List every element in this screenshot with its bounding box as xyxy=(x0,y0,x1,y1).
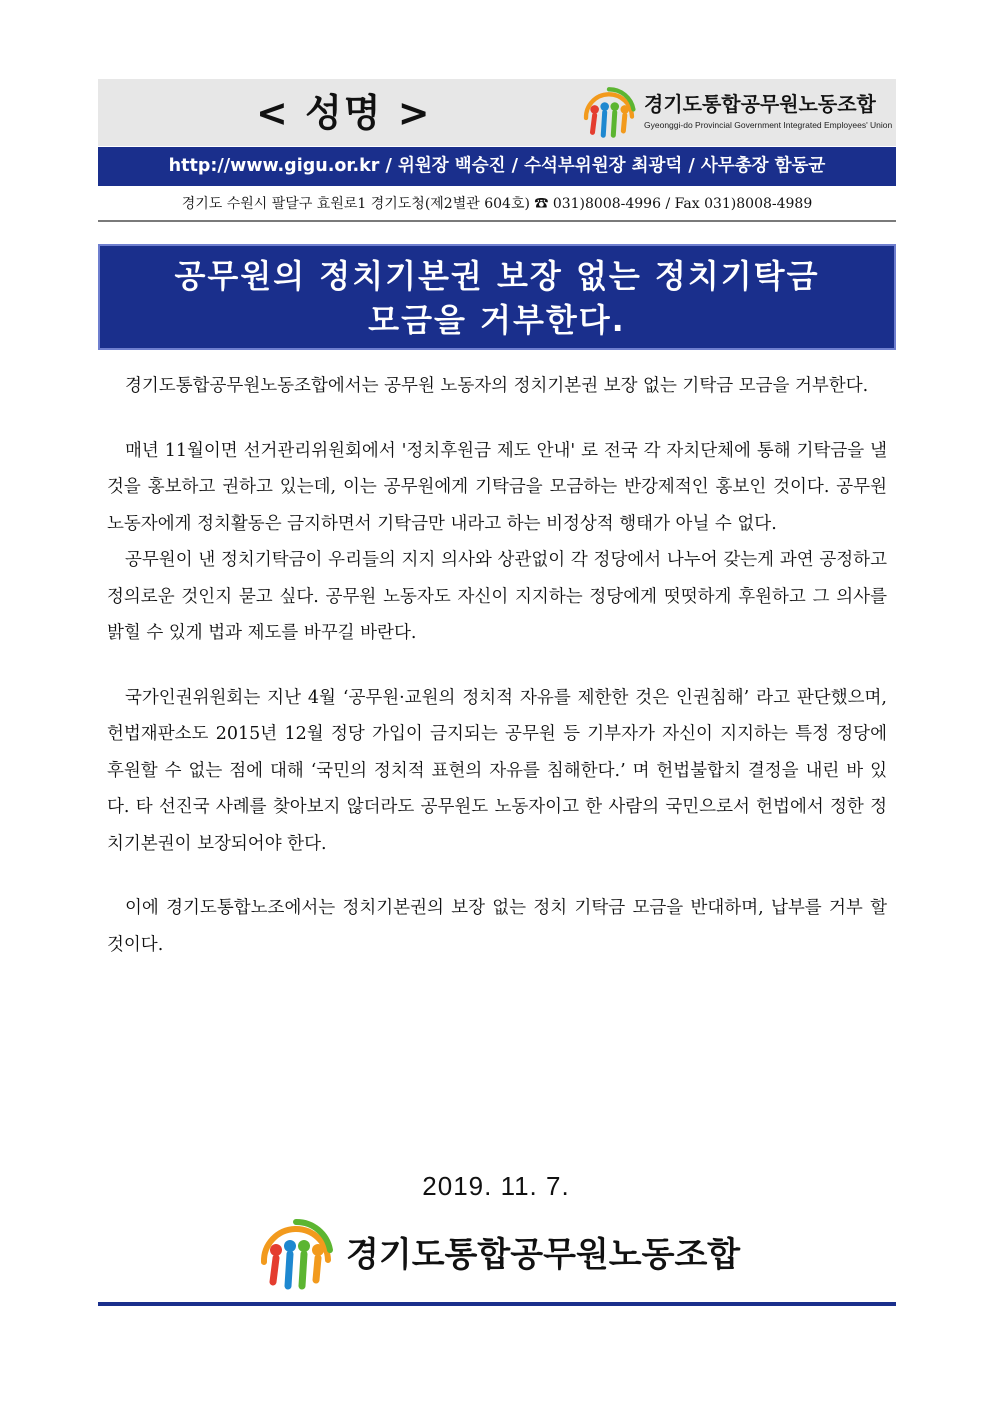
union-name: 경기도통합공무원노동조합 xyxy=(644,92,876,116)
title-line-2: 모금을 거부한다. xyxy=(368,301,626,339)
title-line-1: 공무원의 정치기본권 보장 없는 정치기탁금 xyxy=(174,257,820,295)
paragraph: 공무원이 낸 정치기탁금이 우리들의 지지 의사와 상관없이 각 정당에서 나누어 갖는게 과연 공정하고 정의로운 것인지 묻고 싶다. 공무원 노동자도 자신이 지지하는 정당에게 떳떳하게 후원하고 그 의사를 밝힐 수 있게 법과 제도를 바꾸길 바란다. xyxy=(107,550,887,643)
contact-info-bar: http://www.gigu.or.kr / 위원장 백승진 / 수석부위원장 최광덕 / 사무총장 함동균 xyxy=(98,147,896,186)
union-name-english: Gyeonggi-do Provincial Government Integrated Employees' Union xyxy=(644,120,893,130)
paragraph: 매년 11월이면 선거관리위원회에서 '정치후원금 제도 안내' 로 전국 각 자치단체에 통해 기탁금을 낼 것을 홍보하고 권하고 있는데, 이는 공무원에게 기탁금을 모금하는 반강제적인 홍보인 것이다. 공무원 노동자에게 정치활동은 금지하면서 기탁금만 내라고 하는 비정상적 행태가 아닐 수 없다. xyxy=(107,440,887,534)
footer-signature xyxy=(256,1216,756,1296)
statement-date: 2019. 11. 7. xyxy=(422,1171,570,1201)
footer-divider xyxy=(98,1302,896,1306)
statement-body xyxy=(107,368,887,963)
header-divider xyxy=(98,220,896,222)
paragraph: 이에 경기도통합노조에서는 정치기본권의 보장 없는 정치 기탁금 모금을 반대하며, 납부를 거부 할 것이다. xyxy=(107,898,887,955)
address-line: 경기도 수원시 팔달구 효원로1 경기도청(제2별관 604호) ☎ 031)8008-4996 / Fax 031)8008-4989 xyxy=(181,196,813,212)
statement-title xyxy=(98,244,896,350)
statement-header xyxy=(98,79,896,146)
statement-label: < 성명 > xyxy=(256,91,432,135)
paragraph: 국가인권위원회는 지난 4월 ‘공무원·교원의 정치적 자유를 제한한 것은 인권침해’ 라고 판단했으며, 헌법재판소도 2015년 12월 정당 가입이 금지되는 공무원 등 기부자가 자신이 지지하는 특정 정당에 후원할 수 없는 점에 대해 ‘국민의 정치적 표현의 자유를 침해한다.’ 며 헌법불합치 결정을 내린 바 있다. 타 선진국 사례를 찾아보지 않더라도 공무원도 노동자이고 한 사람의 국민으로서 헌법에서 정한 정치기본권이 보장되어야 한다. xyxy=(107,687,887,854)
footer-union-name: 경기도통합공무원노동조합 xyxy=(346,1235,741,1275)
union-logo-icon xyxy=(580,85,638,141)
paragraph: 경기도통합공무원노동조합에서는 공무원 노동자의 정치기본권 보장 없는 기탁금 모금을 거부한다. xyxy=(125,376,869,396)
union-logo-icon xyxy=(256,1216,336,1294)
union-brand xyxy=(580,83,892,143)
